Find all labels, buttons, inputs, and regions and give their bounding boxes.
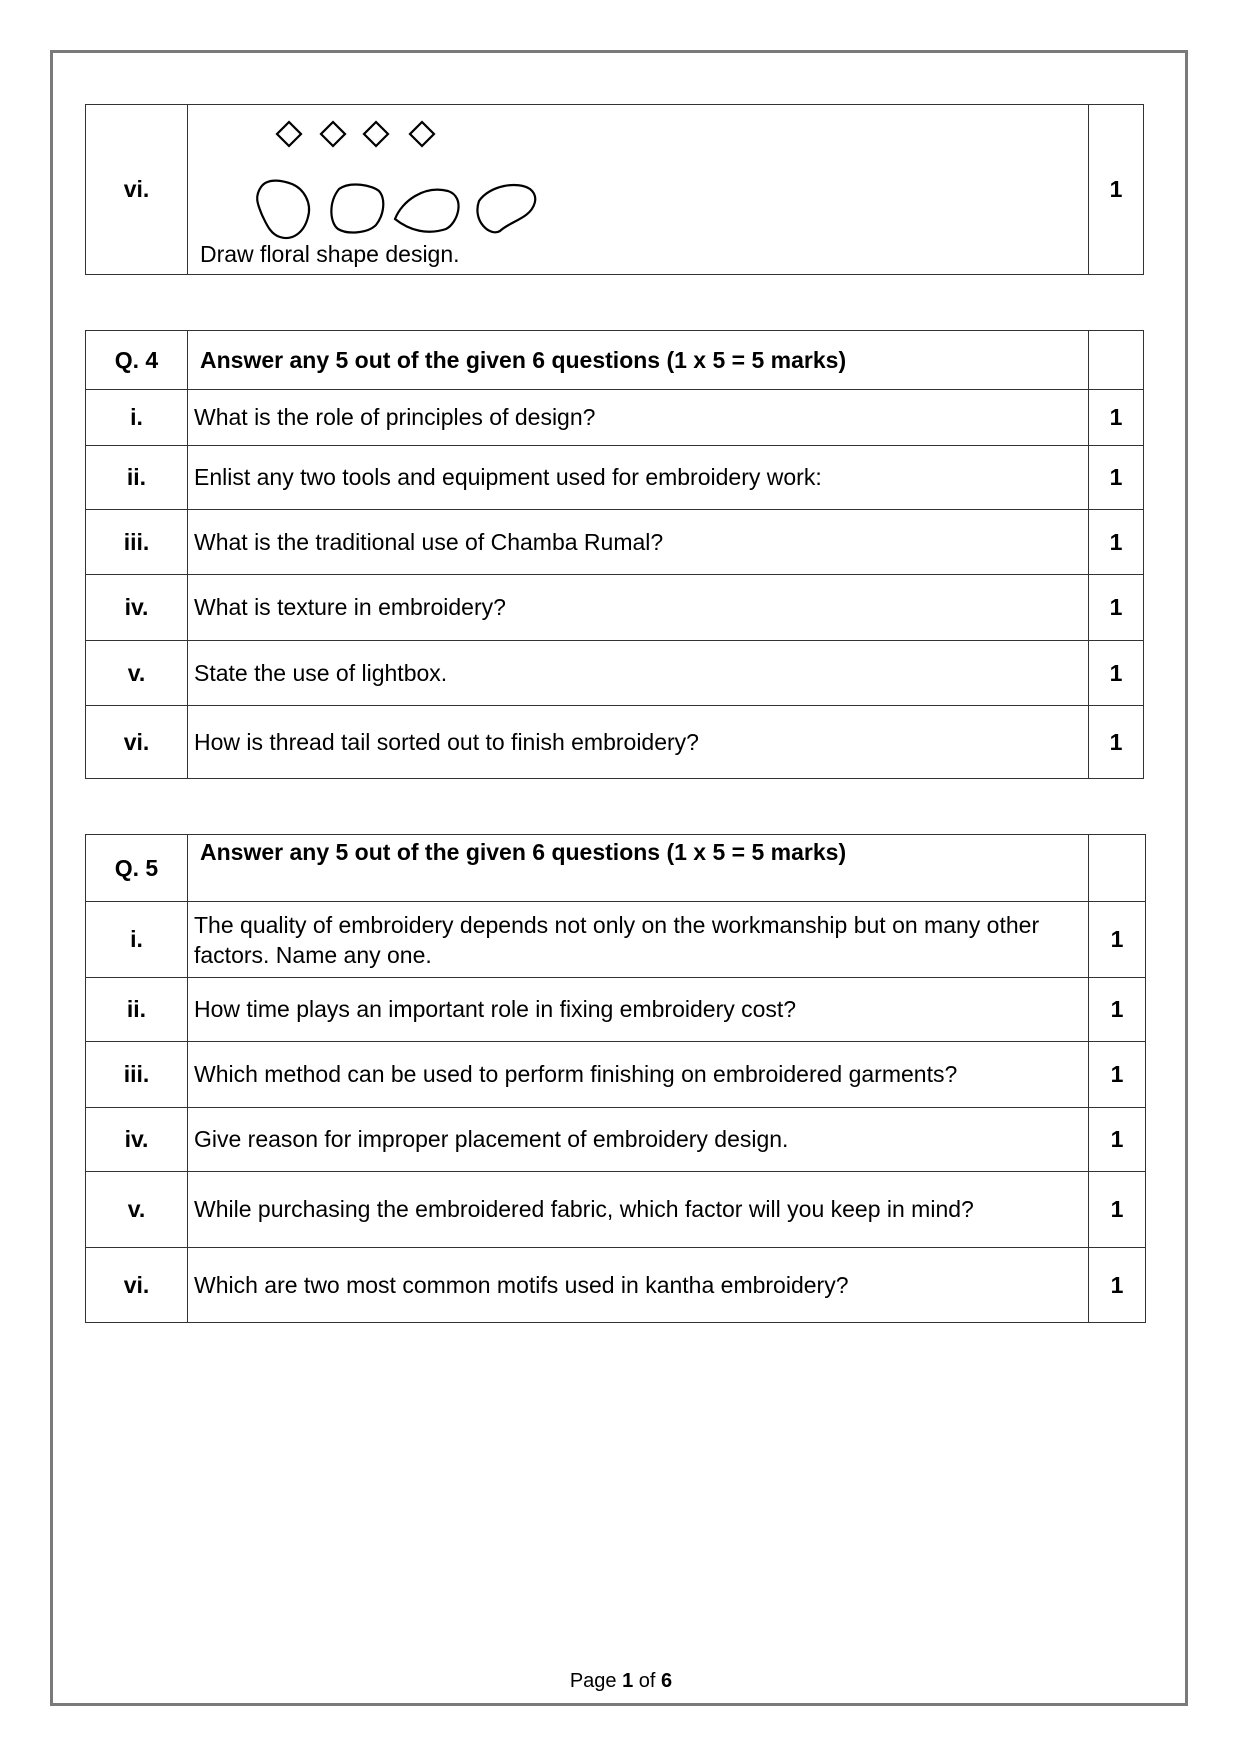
footer-of: of: [638, 1670, 656, 1692]
item-number: v.: [86, 1172, 188, 1248]
item-text: What is the traditional use of Chamba Rumal?: [188, 510, 1089, 575]
table-row: [86, 105, 1144, 275]
item-number: iv.: [86, 1108, 188, 1172]
item-number: iii.: [86, 1042, 188, 1108]
item-mark: 1: [1089, 978, 1146, 1042]
table-row: [86, 575, 1144, 641]
item-text: Which method can be used to perform finishing on embroidered garments?: [188, 1042, 1089, 1108]
question-number: vi.: [86, 105, 188, 275]
item-text: Which are two most common motifs used in kantha embroidery?: [188, 1248, 1089, 1323]
table-row: [86, 390, 1144, 446]
table-row: [86, 978, 1146, 1042]
item-number: i.: [86, 390, 188, 446]
table-row: [86, 902, 1146, 978]
table-row: [86, 641, 1144, 706]
question-heading: Answer any 5 out of the given 6 questions (1 x 5 = 5 marks): [188, 331, 1089, 390]
item-number: iii.: [86, 510, 188, 575]
mark-empty: [1089, 835, 1146, 902]
question-number: Q. 5: [86, 835, 188, 902]
item-text: The quality of embroidery depends not only on the workmanship but on many other factors. Name any one.: [188, 902, 1089, 978]
item-number: iv.: [86, 575, 188, 641]
item-mark: 1: [1089, 706, 1144, 779]
draw-caption: Draw floral shape design.: [200, 241, 460, 267]
diamond-shape-2: [321, 122, 345, 146]
table-header-row: [86, 331, 1144, 390]
item-text: Give reason for improper placement of embroidery design.: [188, 1108, 1089, 1172]
table-row: [86, 1248, 1146, 1323]
table-row: [86, 1108, 1146, 1172]
diamond-shape-4: [410, 122, 434, 146]
q5-table: [85, 834, 1146, 1323]
item-number: ii.: [86, 978, 188, 1042]
item-text: Enlist any two tools and equipment used for embroidery work:: [188, 446, 1089, 510]
item-text: While purchasing the embroidered fabric, which factor will you keep in mind?: [188, 1172, 1089, 1248]
footer-prefix: Page: [569, 1670, 617, 1692]
mark-empty: [1089, 331, 1144, 390]
item-text: How time plays an important role in fixing embroidery cost?: [188, 978, 1089, 1042]
q3-table: [85, 104, 1144, 275]
item-number: ii.: [86, 446, 188, 510]
blob-shape-3: [395, 190, 459, 232]
item-number: vi.: [86, 1248, 188, 1323]
item-mark: 1: [1089, 446, 1144, 510]
item-text: What is texture in embroidery?: [188, 575, 1089, 641]
item-mark: 1: [1089, 390, 1144, 446]
item-text: State the use of lightbox.: [188, 641, 1089, 706]
footer-total-pages: 6: [661, 1670, 673, 1692]
table-row: [86, 446, 1144, 510]
q4-table: [85, 330, 1144, 779]
item-mark: 1: [1089, 1172, 1146, 1248]
blob-shape-4: [477, 185, 535, 232]
table-row: [86, 510, 1144, 575]
diamond-shape-3: [364, 122, 388, 146]
diamond-shape-1: [277, 122, 301, 146]
item-mark: 1: [1089, 902, 1146, 978]
item-number: v.: [86, 641, 188, 706]
page-footer: [0, 1670, 1242, 1693]
item-number: vi.: [86, 706, 188, 779]
question-number: Q. 4: [86, 331, 188, 390]
item-text: How is thread tail sorted out to finish embroidery?: [188, 706, 1089, 779]
item-mark: 1: [1089, 1248, 1146, 1323]
shape-design-cell: [188, 105, 1089, 275]
table-row: [86, 706, 1144, 779]
item-text: What is the role of principles of design?: [188, 390, 1089, 446]
blob-shape-2: [331, 185, 383, 233]
item-mark: 1: [1089, 510, 1144, 575]
mark: 1: [1089, 105, 1144, 275]
table-row: [86, 1042, 1146, 1108]
blob-shape-1: [257, 181, 309, 238]
table-row: [86, 1172, 1146, 1248]
question-heading: Answer any 5 out of the given 6 questions (1 x 5 = 5 marks): [188, 835, 1089, 902]
item-mark: 1: [1089, 1042, 1146, 1108]
item-number: i.: [86, 902, 188, 978]
footer-current-page: 1: [622, 1670, 634, 1692]
item-mark: 1: [1089, 641, 1144, 706]
item-mark: 1: [1089, 575, 1144, 641]
table-header-row: [86, 835, 1146, 902]
item-mark: 1: [1089, 1108, 1146, 1172]
